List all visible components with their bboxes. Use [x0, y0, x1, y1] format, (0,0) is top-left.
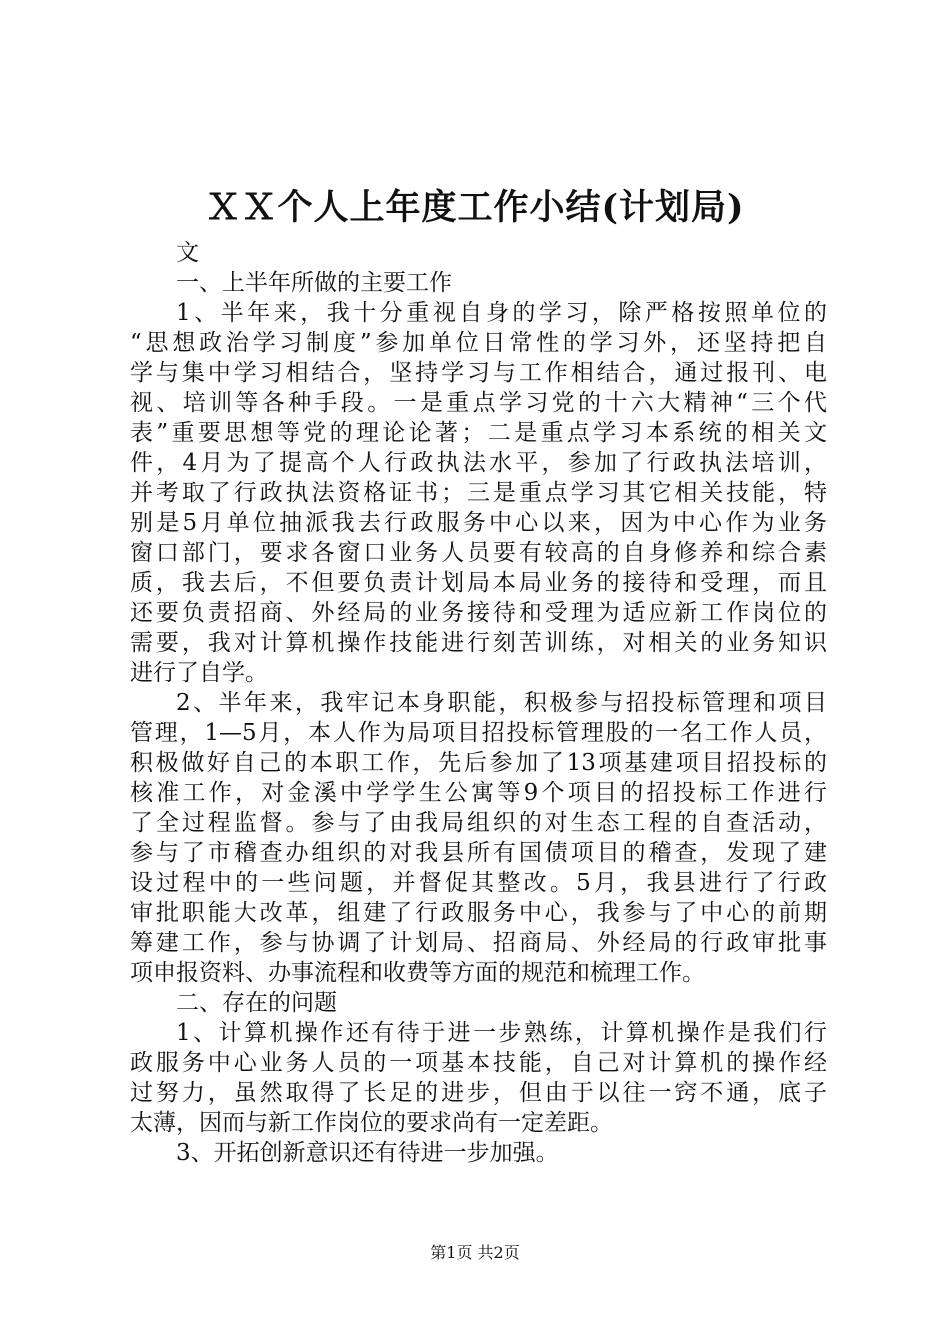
text-line: 管理，1—5月，本人作为局项目招投标管理股的一名工作人员， [130, 720, 827, 746]
text-line: 进行了自学。 [130, 660, 268, 686]
text-line: 需要，我对计算机操作技能进行刻苦训练，对相关的业务知识 [130, 630, 827, 656]
text-line: 学与集中学习相结合，坚持学习与工作相结合，通过报刊、电 [130, 360, 827, 386]
text-line: 太薄，因而与新工作岗位的要求尚有一定差距。 [130, 1110, 613, 1136]
text-line: 3、开拓创新意识还有待进一步加强。 [176, 1140, 559, 1166]
page-footer: 第1页 共2页 [430, 1243, 520, 1262]
text-line: 筹建工作，参与协调了计划局、招商局、外经局的行政审批事 [130, 930, 827, 956]
document-body [130, 238, 827, 1168]
text-line: 窗口部门，要求各窗口业务人员要有较高的自身修养和综合素 [130, 540, 827, 566]
text-line: 表”重要思想等党的理论论著；二是重点学习本系统的相关文 [130, 420, 827, 446]
text-line: 参与了市稽查办组织的对我县所有国债项目的稽查，发现了建 [130, 840, 827, 866]
text-line: 还要负责招商、外经局的业务接待和受理为适应新工作岗位的 [130, 600, 827, 626]
text-line: 过努力，虽然取得了长足的进步，但由于以往一窍不通，底子 [130, 1080, 827, 1106]
text-line: 并考取了行政执法资格证书；三是重点学习其它相关技能，特 [130, 480, 827, 506]
text-line: 项申报资料、办事流程和收费等方面的规范和梳理工作。 [130, 960, 705, 986]
text-line: 政服务中心业务人员的一项基本技能，自己对计算机的操作经 [130, 1050, 827, 1076]
text-line: 2、半年来，我牢记本身职能，积极参与招投标管理和项目 [176, 690, 827, 716]
text-line: 设过程中的一些问题，并督促其整改。5月，我县进行了行政 [130, 870, 827, 896]
text-line: 视、培训等各种手段。一是重点学习党的十六大精神“三个代 [130, 390, 827, 416]
text-line: “思想政治学习制度”参加单位日常性的学习外，还坚持把自 [130, 330, 827, 356]
text-line: 件，4月为了提高个人行政执法水平，参加了行政执法培训， [130, 450, 827, 476]
text-line: 1、半年来，我十分重视自身的学习，除严格按照单位的 [176, 300, 827, 326]
text-line: 别是5月单位抽派我去行政服务中心以来，因为中心作为业务 [130, 510, 827, 536]
document-title: ＸＸ个人上年度工作小结(计划局) [205, 187, 745, 228]
section-heading: 二、存在的问题 [176, 990, 337, 1016]
section-heading: 一、上半年所做的主要工作 [176, 270, 452, 296]
text-line: 了全过程监督。参与了由我局组织的对生态工程的自查活动， [130, 810, 827, 836]
text-line: 质，我去后，不但要负责计划局本局业务的接待和受理，而且 [130, 570, 827, 596]
text-line: 核准工作，对金溪中学学生公寓等9个项目的招投标工作进行 [130, 780, 827, 806]
text-line: 1、计算机操作还有待于进一步熟练，计算机操作是我们行 [176, 1020, 827, 1046]
text-line: 文 [176, 240, 199, 266]
text-line: 积极做好自己的本职工作，先后参加了13项基建项目招投标的 [130, 750, 827, 776]
text-line: 审批职能大改革，组建了行政服务中心，我参与了中心的前期 [130, 900, 827, 926]
